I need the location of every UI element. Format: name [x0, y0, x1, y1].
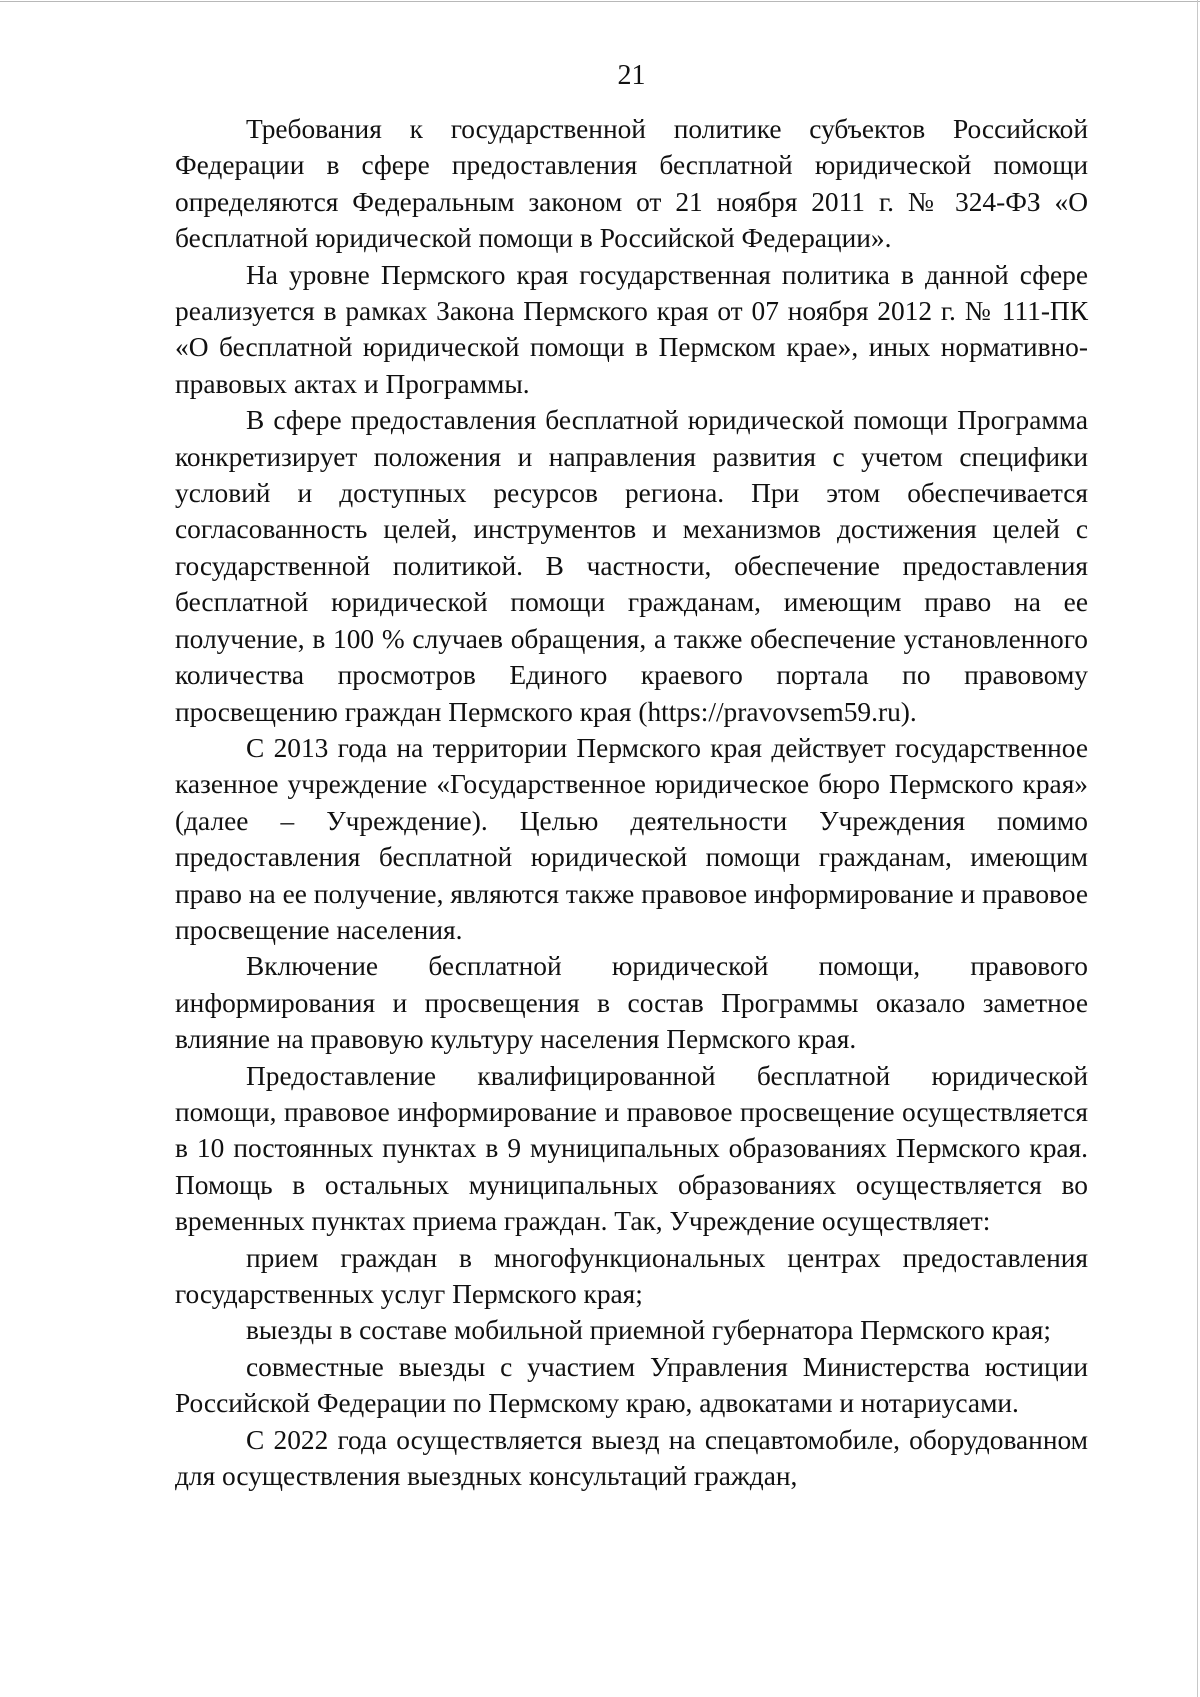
- paragraph-program-specifics: В сфере предоставления бесплатной юридической помощи Программа конкретизирует положения и направления развития с учетом специфики условий и доступных ресурсов региона. При этом обеспечивается согласованность целей, инструментов и механизмов достижения целей с государственной политикой. В частности, обеспечение предоставления бесплатной юридической помощи гражданам, имеющим право на ее получение, в 100 % случаев обращения, а также обеспечение установленного количества просмотров Единого краевого портала по правовому просвещению граждан Пермского края (https://pravovsem59.ru).: [175, 405, 1088, 727]
- page-right-edge: [1197, 0, 1198, 1697]
- paragraph-regional-policy: На уровне Пермского края государственная политика в данной сфере реализуется в рамках Закона Пермского края от 07 ноября 2012 г. № 111-ПК «О бесплатной юридической помощи в Пермском крае», иных нормативно-правовых актах и Программы.: [175, 259, 1088, 399]
- list-item-mobile-reception: выезды в составе мобильной приемной губернатора Пермского края;: [246, 1315, 1051, 1346]
- paragraph-special-vehicle: С 2022 года осуществляется выезд на спецавтомобиле, оборудованном для осуществления выездных консультаций граждан,: [175, 1424, 1088, 1492]
- paragraph-legal-culture: Включение бесплатной юридической помощи, правового информирования и просвещения в состав Программы оказало заметное влияние на правовую культуру населения Пермского края.: [175, 951, 1088, 1055]
- paragraph-service-points: Предоставление квалифицированной бесплатной юридической помощи, правовое информирование и правовое просвещение осуществляется в 10 постоянных пунктах в 9 муниципальных образованиях Пермского края. Помощь в остальных муниципальных образованиях осуществляется во временных пунктах приема граждан. Так, Учреждение осуществляет:: [175, 1060, 1088, 1237]
- paragraph-legal-requirements: Требования к государственной политике субъектов Российской Федерации в сфере предоставления бесплатной юридической помощи определяются Федеральным законом от 21 ноября 2011 г. № 324-ФЗ «О бесплатной юридической помощи в Российской Федерации».: [175, 114, 1088, 254]
- list-item-joint-visits: совместные выезды с участием Управления Министерства юстиции Российской Федерации по Пермскому краю, адвокатами и нотариусами.: [175, 1351, 1088, 1419]
- page-top-edge: [0, 1, 1200, 2]
- page-number: 21: [617, 60, 646, 91]
- list-item-mfc-reception: прием граждан в многофункциональных центрах предоставления государственных услуг Пермского края;: [175, 1242, 1088, 1309]
- paragraph-legal-bureau: С 2013 года на территории Пермского края действует государственное казенное учреждение «Государственное юридическое бюро Пермского края» (далее – Учреждение). Целью деятельности Учреждения помимо предоставления бесплатной юридической помощи гражданам, имеющим право на ее получение, являются также правовое информирование и правовое просвещение населения.: [175, 732, 1088, 945]
- document-body: [175, 111, 1088, 1494]
